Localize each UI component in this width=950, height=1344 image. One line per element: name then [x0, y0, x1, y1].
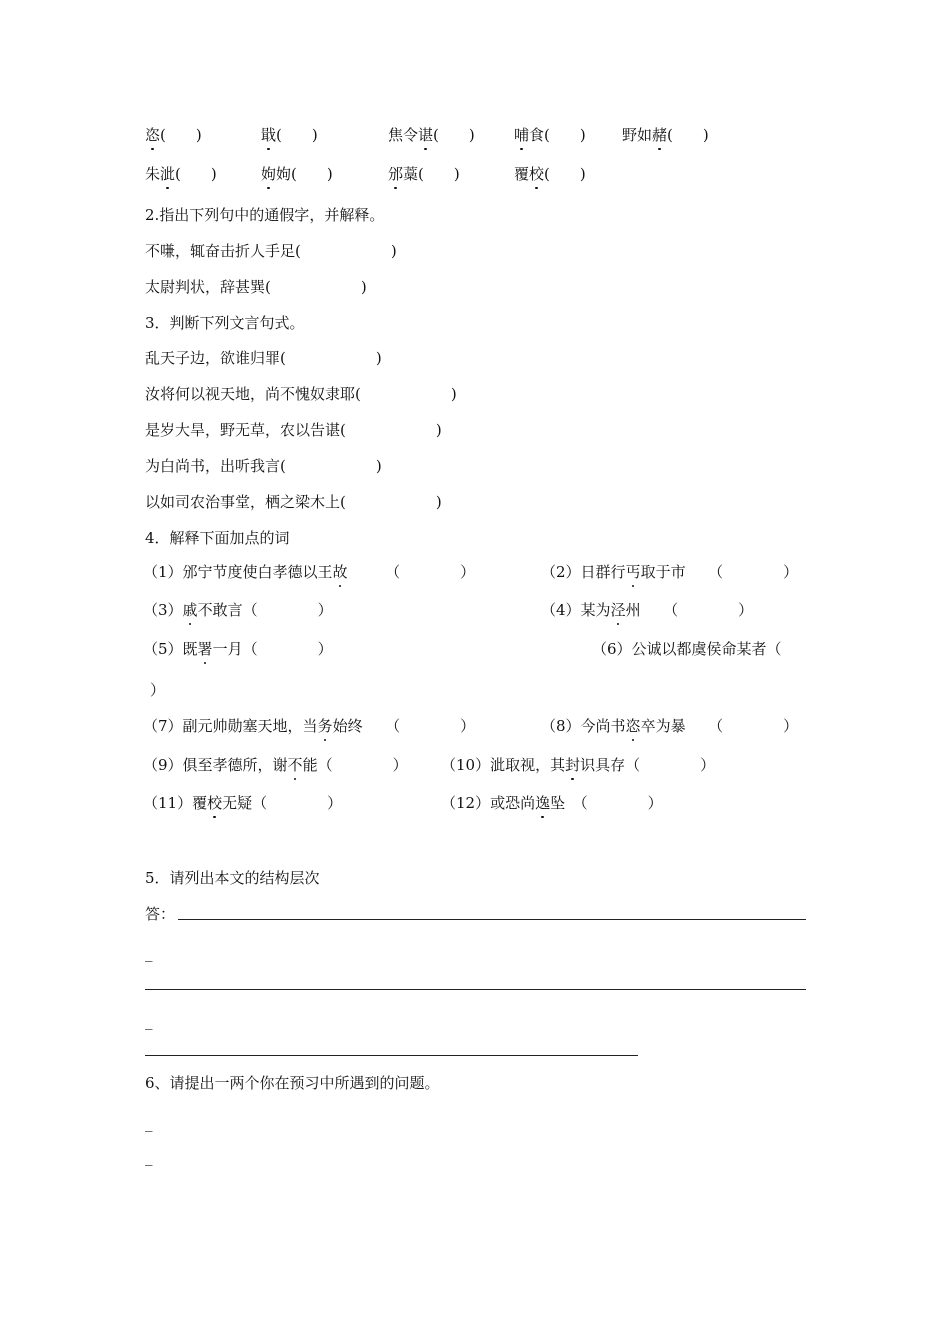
emphasis-char: 不	[287, 756, 303, 774]
emphasis-char: 戢	[261, 126, 277, 144]
dash-mark: _	[145, 944, 153, 962]
emphasis-char: 谌	[418, 126, 434, 144]
emphasis-char: 封	[565, 756, 581, 774]
q1-item-5: 野如赭( )	[622, 126, 709, 144]
q4-item-10: （10）泚取视，其封识具存（ ）	[441, 756, 716, 774]
dash-mark: _	[145, 1114, 153, 1132]
q4-item-9: （9）俱至孝德所，谢不能（ ）	[143, 756, 408, 774]
emphasis-char: 赭	[652, 126, 668, 144]
emphasis-char: 姁	[261, 165, 277, 183]
q1-item-6: 朱泚( )	[145, 165, 217, 183]
emphasis-char: 哺	[514, 126, 530, 144]
emphasis-char: 戚	[182, 601, 198, 619]
q3-item-1: 乱天子边，欲谁归罪( )	[145, 349, 382, 367]
q5-answer-label: 答：	[145, 905, 176, 923]
emphasis-char: 泾	[610, 601, 626, 619]
answer-line[interactable]	[178, 919, 806, 920]
q6-heading: 6、请提出一两个你在预习中所遇到的问题。	[145, 1074, 440, 1092]
q3-item-3: 是岁大旱，野无草，农以告谌( )	[145, 421, 442, 439]
q3-item-5: 以如司农治事堂，栖之梁木上( )	[145, 493, 442, 511]
q1-item-9: 覆校( )	[514, 165, 586, 183]
q1-item-1: 恣( )	[145, 126, 202, 144]
q4-item-3: （3）戚不敢言（ ）	[143, 601, 333, 619]
q4-item-2: （2）日群行丐取于市 （ ）	[541, 563, 799, 581]
q5-heading: 5．请列出本文的结构层次	[145, 869, 320, 887]
emphasis-char: 逸	[535, 794, 551, 812]
emphasis-char: 务	[317, 717, 333, 735]
emphasis-char: 泚	[160, 165, 176, 183]
q1-item-2: 戢( )	[261, 126, 318, 144]
dash-mark: _	[145, 1148, 153, 1166]
q4-item-5: （5）既署一月（ ）	[143, 640, 333, 658]
emphasis-char: 恣	[625, 717, 641, 735]
emphasis-char: 邠	[388, 165, 404, 183]
emphasis-char: 署	[197, 640, 213, 658]
emphasis-char: 故	[332, 563, 348, 581]
q3-heading: 3．判断下列文言句式。	[145, 314, 305, 332]
q3-item-4: 为白尚书，出听我言( )	[145, 457, 382, 475]
emphasis-char: 校	[207, 794, 223, 812]
q2-heading: 2.指出下列句中的通假字，并解释。	[145, 206, 385, 224]
q4-item-11: （11）覆校无疑（ ）	[143, 794, 343, 812]
q4-item-12: （12）或恐尚逸坠 （ ）	[441, 794, 663, 812]
emphasis-char: 丐	[625, 563, 641, 581]
q4-item-1: （1）邠宁节度使白孝德以王故 （ ）	[143, 563, 476, 581]
q2-item-2: 太尉判状，辞甚巽( )	[145, 278, 367, 296]
q1-item-3: 焦令谌( )	[388, 126, 475, 144]
q4-item-7: （7）副元帅勋塞天地，当务始终 （ ）	[143, 717, 476, 735]
q4-item-8: （8）今尚书恣卒为暴 （ ）	[541, 717, 799, 735]
q1-item-7: 姁姁( )	[261, 165, 333, 183]
q3-item-2: 汝将何以视天地，尚不愧奴隶耶( )	[145, 385, 457, 403]
answer-line[interactable]	[145, 1055, 638, 1056]
emphasis-char: 恣	[145, 126, 161, 144]
q1-item-4: 哺食( )	[514, 126, 586, 144]
dash-mark: _	[145, 1012, 153, 1030]
q2-item-1: 不嗛，辄奋击折人手足( )	[145, 242, 397, 260]
q4-item-6-cont: ）	[150, 681, 166, 699]
q1-item-8: 邠藁( )	[388, 165, 460, 183]
q4-item-4: （4）某为泾州 （ ）	[541, 601, 754, 619]
q4-item-6: （6）公诚以都虞侯命某者（	[592, 640, 782, 658]
emphasis-char: 校	[529, 165, 545, 183]
answer-line[interactable]	[145, 989, 806, 990]
q4-heading: 4．解释下面加点的词	[145, 529, 290, 547]
